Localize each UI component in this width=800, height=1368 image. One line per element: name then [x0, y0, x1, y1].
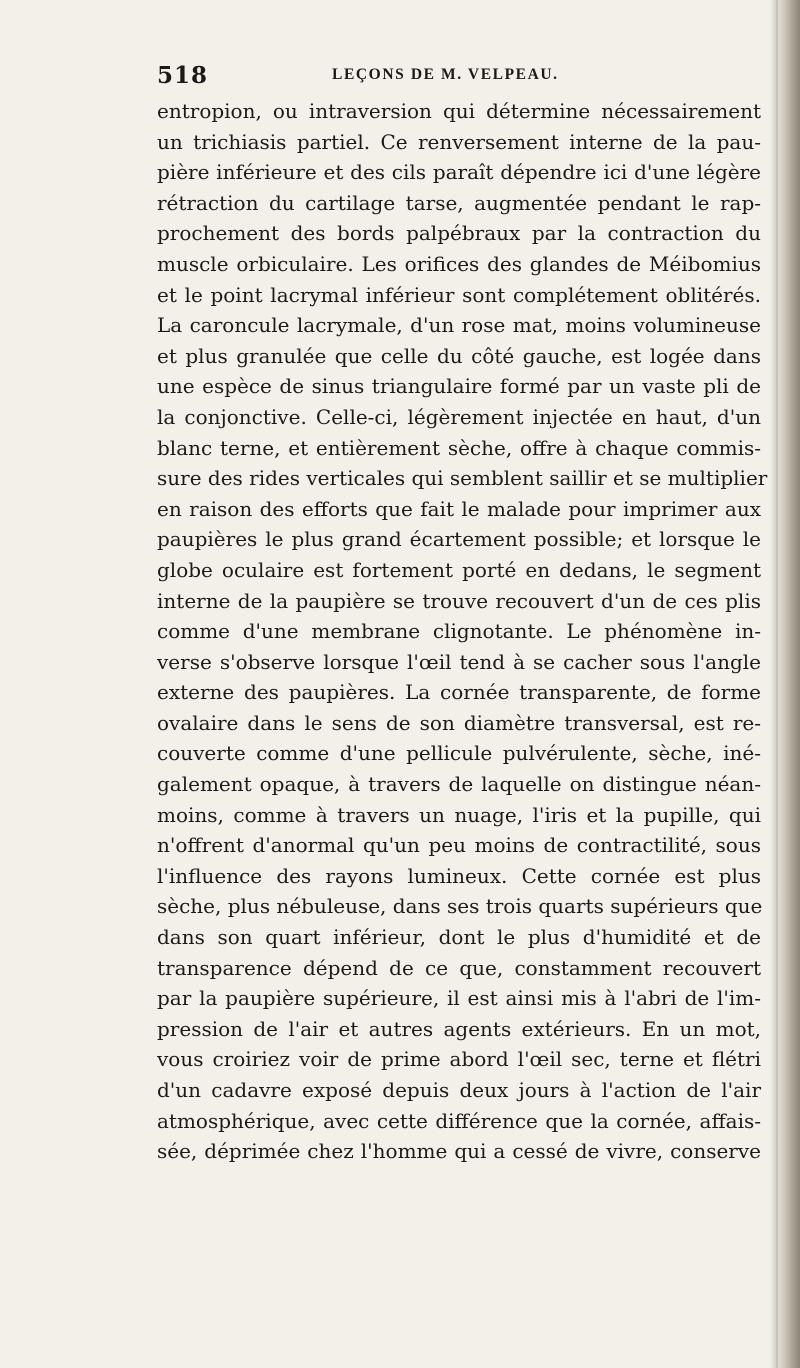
text-line: galement opaque, à travers de laquelle on distingue néan- [157, 772, 761, 797]
text-line: externe des paupières. La cornée transparente, de forme [157, 680, 761, 705]
text-line: sèche, plus nébuleuse, dans ses trois quarts supérieurs que [157, 894, 763, 919]
text-line: transparence dépend de ce que, constamment recouvert [157, 955, 761, 980]
text-line: couverte comme d'une pellicule pulvérulente, sèche, iné- [157, 741, 761, 766]
text-line: un trichiasis partiel. Ce renversement interne de la pau- [157, 129, 761, 154]
text-line: la conjonctive. Celle-ci, légèrement injectée en haut, d'un [157, 404, 761, 429]
running-head [0, 62, 800, 92]
text-line: entropion, ou intraversion qui détermine nécessairement [157, 99, 761, 123]
text-line: atmosphérique, avec cette différence que la cornée, affais- [157, 1108, 761, 1133]
text-line: vous croiriez voir de prime abord l'œil sec, terne et flétri [157, 1047, 761, 1072]
text-line: rétraction du cartilage tarse, augmentée pendant le rap- [157, 190, 761, 215]
text-line: pière inférieure et des cils paraît dépendre ici d'une légère [157, 160, 761, 185]
text-line: interne de la paupière se trouve recouvert d'un de ces plis [157, 588, 761, 613]
text-line: blanc terne, et entièrement sèche, offre à chaque commis- [157, 435, 761, 460]
text-line: et plus granulée que celle du côté gauche, est logée dans [157, 343, 761, 368]
text-line: prochement des bords palpébraux par la contraction du [157, 221, 761, 246]
page-edge-shadow [776, 0, 800, 1368]
text-line: par la paupière supérieure, il est ainsi mis à l'abri de l'im- [157, 986, 761, 1011]
body-text [157, 96, 768, 1167]
text-line: une espèce de sinus triangulaire formé par un vaste pli de [157, 374, 761, 399]
text-line: ovalaire dans le sens de son diamètre transversal, est re- [157, 710, 761, 735]
text-line: en raison des efforts que fait le malade pour imprimer aux [157, 496, 761, 521]
text-line: l'influence des rayons lumineux. Cette cornée est plus [157, 863, 761, 888]
text-line: paupières le plus grand écartement possible; et lorsque le [157, 527, 761, 552]
text-line: n'offrent d'anormal qu'un peu moins de contractilité, sous [157, 833, 761, 858]
text-line: dans son quart inférieur, dont le plus d'humidité et de [157, 925, 761, 950]
text-line: comme d'une membrane clignotante. Le phénomène in- [157, 619, 761, 644]
text-line: et le point lacrymal inférieur sont complétement oblitérés. [157, 282, 761, 307]
text-line: La caroncule lacrymale, d'un rose mat, moins volumineuse [157, 313, 761, 338]
running-head-title: LEÇONS DE M. VELPEAU. [332, 66, 559, 83]
text-line: globe oculaire est fortement porté en dedans, le segment [157, 557, 761, 582]
text-line: moins, comme à travers un nuage, l'iris et la pupille, qui [157, 802, 761, 827]
text-line: verse s'observe lorsque l'œil tend à se cacher sous l'angle [157, 649, 761, 674]
page-number: 518 [157, 62, 209, 89]
text-line: muscle orbiculaire. Les orifices des glandes de Méibomius [157, 251, 761, 276]
text-line: sée, déprimée chez l'homme qui a cessé de vivre, conserve [157, 1139, 761, 1164]
text-line: d'un cadavre exposé depuis deux jours à l'action de l'air [157, 1078, 761, 1102]
text-line: sure des rides verticales qui semblent saillir et se multiplier [157, 466, 768, 491]
text-line: pression de l'air et autres agents extérieurs. En un mot, [157, 1016, 761, 1041]
